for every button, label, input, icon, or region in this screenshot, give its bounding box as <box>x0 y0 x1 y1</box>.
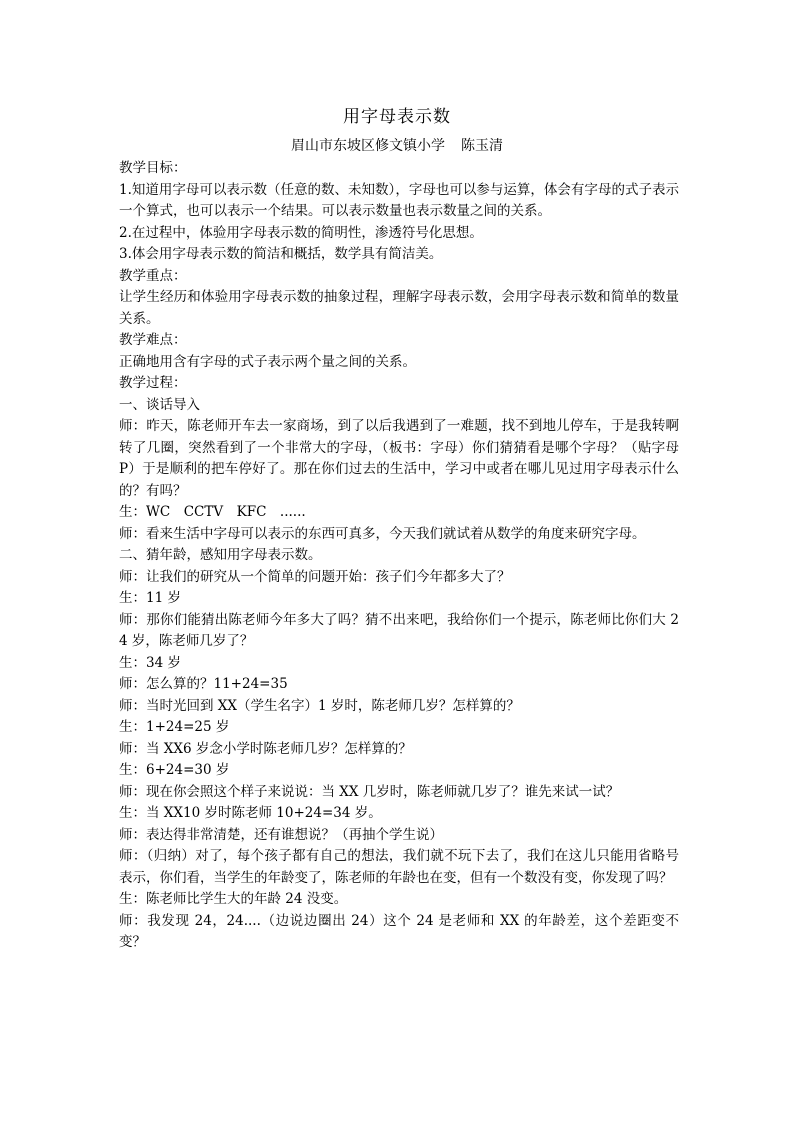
paragraph: 2.在过程中，体验用字母表示数的简明性，渗透符号化思想。 <box>119 224 483 241</box>
author-name: 陈玉清 <box>461 138 503 154</box>
document-author <box>0 136 794 156</box>
paragraph: 二、猜年龄，感知用字母表示数。 <box>119 547 322 563</box>
paragraph: 生：WC CCTV KFC ...... <box>119 504 306 520</box>
paragraph: 生：当 XX10 岁时陈老师 10+24=34 岁。 <box>119 805 382 821</box>
paragraph: 师：看来生活中字母可以表示的东西可真多，今天我们就试着从数学的角度来研究字母。 <box>119 525 646 542</box>
paragraph: 师：我发现 24，24....（边说边圈出 24）这个 24 是老师和 XX 的年龄差，这个差距变不变？ <box>119 912 679 950</box>
paragraph: 师：（归纳）对了，每个孩子都有自己的想法，我们就不玩下去了，我们在这儿只能用省略号表示，你们看，当学生的年龄变了，陈老师的年龄也在变，但有一个数没有变，你发现了吗？ <box>119 848 679 886</box>
document-body <box>119 158 679 954</box>
paragraph: 一、谈话导入 <box>119 396 200 413</box>
paragraph: 让学生经历和体验用字母表示数的抽象过程，理解字母表示数，会用字母表示数和简单的数量关系。 <box>119 289 679 327</box>
paragraph: 1.知道用字母可以表示数（任意的数、未知数），字母也可以参与运算，体会有字母的式子表示一个算式，也可以表示一个结果。可以表示数量也表示数量之间的关系。 <box>119 181 679 219</box>
paragraph: 正确地用含有字母的式子表示两个量之间的关系。 <box>119 353 416 370</box>
paragraph: 师：现在你会照这个样子来说说：当 XX 几岁时，陈老师就几岁了？谁先来试一试？ <box>119 783 620 800</box>
paragraph: 师：怎么算的？11+24=35 <box>119 676 288 692</box>
paragraph: 教学过程： <box>119 375 187 391</box>
paragraph: 生：1+24=25 岁 <box>119 719 230 735</box>
paragraph: 教学难点： <box>119 332 187 348</box>
author-school: 眉山市东坡区修文镇小学 <box>291 138 445 154</box>
document-title: 用字母表示数 <box>343 107 451 127</box>
paragraph: 师：让我们的研究从一个简单的问题开始：孩子们今年都多大了？ <box>119 568 511 585</box>
paragraph: 教学目标： <box>119 160 187 176</box>
paragraph: 师：当时光回到 XX（学生名字）1 岁时，陈老师几岁？怎样算的？ <box>119 697 520 714</box>
paragraph: 生：34 岁 <box>119 654 181 671</box>
paragraph: 师：表达得非常清楚，还有谁想说？（再抽个学生说） <box>119 826 443 843</box>
paragraph: 生：6+24=30 岁 <box>119 762 230 778</box>
paragraph: 3.体会用字母表示数的简洁和概括，数学具有简洁美。 <box>119 246 443 262</box>
paragraph: 教学重点： <box>119 267 187 284</box>
paragraph: 师：当 XX6 岁念小学时陈老师几岁？怎样算的？ <box>119 740 412 757</box>
paragraph: 师：昨天，陈老师开车去一家商场，到了以后我遇到了一难题，找不到地儿停车，于是我转啊转了几圈，突然看到了一个非常大的字母，（板书：字母）你们猜猜看是哪个字母？（贴字母 P）于是顺利的把车停好了。那在你们过去的生活中，学习中或者在哪儿见过用字母表示什么的？有吗？ <box>119 418 679 499</box>
paragraph: 师：那你们能猜出陈老师今年多大了吗？猜不出来吧，我给你们一个提示，陈老师比你们大 24 岁，陈老师几岁了？ <box>119 611 679 649</box>
paragraph: 生：11 岁 <box>119 590 181 606</box>
paragraph: 生：陈老师比学生大的年龄 24 没变。 <box>119 891 348 907</box>
